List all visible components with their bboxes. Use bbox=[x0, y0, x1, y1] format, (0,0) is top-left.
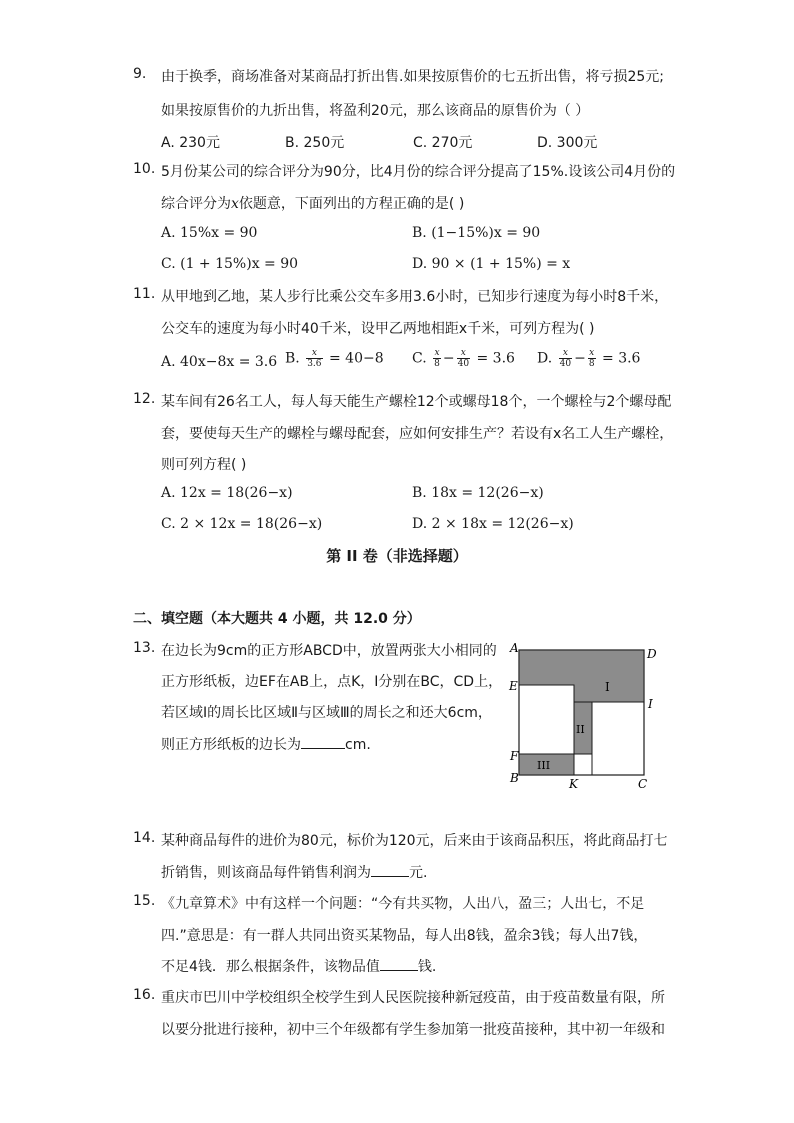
denominator: 40 bbox=[559, 359, 572, 369]
equation-rest: = 3.6 bbox=[476, 350, 515, 367]
part-heading: 二、填空题（本大题共 4 小题，共 12.0 分） bbox=[133, 611, 421, 627]
option-a: A. 12x = 18(26−x) bbox=[161, 485, 293, 501]
denominator: 40 bbox=[457, 359, 470, 369]
question-text: 以要分批进行接种，初中三个年级都有学生参加第一批疫苗接种，其中初一年级和 bbox=[161, 1022, 665, 1038]
option-c: C. $\frac{x}{8}$ − $\frac{x}{40}$ = 3.6 bbox=[412, 348, 515, 369]
section-title: 第 II 卷（非选择题） bbox=[326, 547, 468, 565]
question-text: 重庆市巴川中学校组织全校学生到人民医院接种新冠疫苗，由于疫苗数量有限，所 bbox=[161, 990, 665, 1006]
option-a: A. 230元 bbox=[161, 135, 220, 151]
question-number: 9. bbox=[133, 66, 147, 82]
text-fragment: 不足4钱．那么根据条件，该物品值 bbox=[161, 959, 380, 975]
question-text bbox=[161, 193, 464, 213]
question-number: 14. bbox=[133, 830, 156, 846]
question-number: 11. bbox=[133, 286, 156, 302]
region-label-i: I bbox=[605, 680, 610, 694]
region-label-iii: III bbox=[537, 759, 551, 772]
text-fragment: cm. bbox=[345, 737, 371, 753]
question-text bbox=[161, 862, 427, 882]
option-c: C. 270元 bbox=[413, 135, 473, 151]
option-label: B. bbox=[285, 350, 300, 367]
option-d: D. 300元 bbox=[537, 135, 598, 151]
option-b bbox=[285, 348, 384, 369]
denominator: 3.6 bbox=[307, 359, 322, 369]
label-a: A bbox=[510, 641, 519, 655]
label-f: F bbox=[510, 749, 519, 763]
label-b: B bbox=[510, 771, 519, 785]
question-number: 12. bbox=[133, 391, 156, 407]
question-text: 套，要使每天生产的螺栓与螺母配套，应如何安排生产？若设有x名工人生产螺栓， bbox=[161, 426, 674, 442]
text-fragment: 则正方形纸板的边长为 bbox=[161, 737, 301, 753]
denominator: 8 bbox=[434, 359, 440, 369]
question-text: 四.”意思是：有一群人共同出资买某物品，每人出8钱，盈余3钱；每人出7钱， bbox=[161, 928, 648, 944]
label-i: I bbox=[648, 697, 653, 711]
text-fragment: 综合评分为 bbox=[161, 196, 231, 212]
denominator: 8 bbox=[588, 359, 595, 369]
option-d: D. 90 × (1 + 15%) = x bbox=[412, 256, 571, 272]
option-label: D. bbox=[537, 350, 553, 367]
numerator: x bbox=[306, 348, 322, 359]
question-text: 某种商品每件的进价为80元，标价为120元，后来由于该商品积压，将此商品打七 bbox=[161, 833, 668, 849]
question-text: 某车间有26名工人，每人每天能生产螺栓12个或螺母18个，一个螺栓与2个螺母配 bbox=[161, 394, 672, 410]
question-number: 15. bbox=[133, 893, 156, 909]
label-d: D bbox=[647, 647, 657, 661]
fraction bbox=[306, 348, 322, 369]
option-a: A. 15%x = 90 bbox=[161, 225, 258, 241]
question-text: 《九章算术》中有这样一个问题：“今有共买物，人出八，盈三；人出七，不足 bbox=[161, 896, 645, 912]
question-text: 公交车的速度为每小时40千米，设甲乙两地相距x千米，可列方程为( ) bbox=[161, 321, 595, 337]
question-text: 5月份某公司的综合评分为90分，比4月份的综合评分提高了15%.设该公司4月份的 bbox=[161, 164, 676, 180]
option-a: A. 40x−8x = 3.6 bbox=[161, 354, 278, 370]
answer-blank[interactable] bbox=[380, 958, 418, 971]
option-b: B. 18x = 12(26−x) bbox=[412, 485, 544, 501]
question-text: 如果按原售价的九折出售，将盈利20元，那么该商品的原售价为（ ） bbox=[161, 103, 590, 119]
numerator: x bbox=[434, 348, 440, 358]
numerator: x bbox=[559, 348, 572, 359]
text-fragment: 元. bbox=[409, 865, 428, 881]
question-text: 则可列方程( ) bbox=[161, 457, 247, 473]
question-text bbox=[161, 734, 371, 754]
equation-rest: = 3.6 bbox=[602, 350, 641, 367]
text-fragment: 钱. bbox=[417, 959, 437, 975]
question-text: 从甲地到乙地，某人步行比乘公交车多用3.6小时，已知步行速度为每小时8千米， bbox=[161, 289, 669, 305]
text-fragment: 依题意，下面列出的方程正确的是( ) bbox=[238, 196, 465, 212]
text-fragment: 折销售，则该商品每件销售利润为 bbox=[161, 865, 371, 881]
answer-blank[interactable] bbox=[371, 864, 409, 877]
numerator: x bbox=[589, 348, 595, 358]
option-d: D. $\frac{x}{40}$ − $\frac{x}{8}$ = 3.6 bbox=[537, 348, 641, 369]
question-text: 若区域I的周长比区域Ⅱ与区域Ⅲ的周长之和还大6cm， bbox=[161, 705, 492, 721]
numerator: x bbox=[457, 348, 470, 359]
question-number: 16. bbox=[133, 987, 156, 1003]
question-text: 由于换季，商场准备对某商品打折出售.如果按原售价的七五折出售，将亏损25元; bbox=[161, 69, 664, 85]
option-d: D. 2 × 18x = 12(26−x) bbox=[412, 516, 574, 532]
label-k: K bbox=[569, 777, 578, 790]
equation-rest: = 40−8 bbox=[328, 350, 384, 367]
fraction bbox=[559, 348, 572, 369]
question-text bbox=[161, 956, 436, 976]
option-label: C. bbox=[412, 350, 427, 367]
question-number: 13. bbox=[133, 640, 156, 656]
question-text: 在边长为9cm的正方形ABCD中，放置两张大小相同的 bbox=[161, 643, 497, 659]
question-number: 10. bbox=[133, 161, 156, 177]
fraction bbox=[457, 348, 470, 369]
question-text: 正方形纸板，边EF在AB上，点K，I分别在BC，CD上， bbox=[161, 674, 503, 690]
region-label-ii: II bbox=[576, 723, 585, 736]
answer-blank[interactable] bbox=[301, 736, 345, 749]
variable-x: x bbox=[231, 196, 239, 212]
label-e: E bbox=[509, 679, 518, 693]
option-b: B. 250元 bbox=[285, 135, 345, 151]
fraction bbox=[588, 348, 596, 369]
fraction bbox=[433, 348, 441, 369]
label-c: C bbox=[638, 777, 648, 790]
option-c: C. 2 × 12x = 18(26−x) bbox=[161, 516, 323, 532]
option-c: C. (1 + 15%)x = 90 bbox=[161, 256, 299, 272]
option-b: B. (1−15%)x = 90 bbox=[412, 225, 541, 241]
square-figure bbox=[505, 640, 665, 790]
